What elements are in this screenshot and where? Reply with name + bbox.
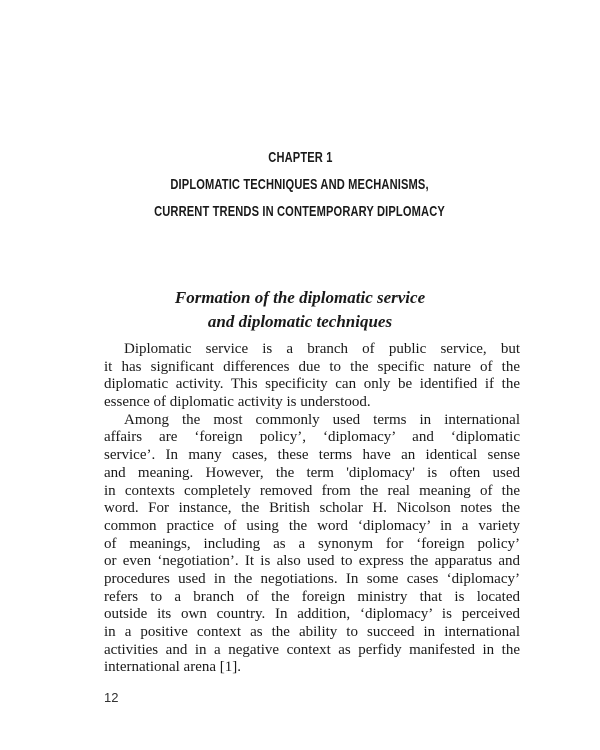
- text-line: common practice of using the word ‘diplomacy’ in a variety: [104, 517, 520, 534]
- chapter-title-line: CURRENT TRENDS IN CONTEMPORARY DIPLOMACY: [154, 203, 446, 220]
- text-line: diplomatic activity. This specificity can only be identified if the: [104, 376, 520, 393]
- chapter-title-line: DIPLOMATIC TECHNIQUES AND MECHANISMS,: [170, 176, 430, 193]
- page-number: 12: [104, 690, 119, 705]
- text-line: outside its own country. In addition, ‘diplomacy’ is perceived: [104, 606, 520, 623]
- text-line: of meanings, including as a synonym for ‘foreign policy’: [104, 535, 520, 552]
- text-line: refers to a branch of the foreign ministry that is located: [104, 588, 520, 605]
- text-line: service’. In many cases, these terms have an identical sense: [104, 447, 520, 464]
- text-line: word. For instance, the British scholar H. Nicolson notes the: [104, 500, 520, 517]
- chapter-number: CHAPTER 1: [267, 149, 333, 166]
- text-line: in a positive context as the ability to succeed in international: [104, 624, 520, 640]
- section-title-line: Formation of the diplomatic service: [174, 288, 426, 307]
- text-line: Among the most commonly used terms in international: [124, 411, 520, 428]
- text-line: or even ‘negotiation’. It is also used to express the apparatus and: [104, 553, 520, 570]
- text-line: Diplomatic service is a branch of public service, but: [124, 341, 520, 357]
- text-line: in contexts completely removed from the real meaning of the: [104, 482, 520, 499]
- text-line: essence of diplomatic activity is understood.: [104, 394, 371, 411]
- section-title-line: and diplomatic techniques: [207, 312, 393, 331]
- text-line: international arena [1].: [104, 659, 242, 676]
- text-line: affairs are ‘foreign policy’, ‘diplomacy’ and ‘diplomatic: [104, 429, 520, 446]
- text-line: activities and in a negative context as perfidy manifested in the: [104, 641, 520, 658]
- paragraph: [104, 341, 520, 412]
- text-line: it has significant differences due to the specific nature of the: [104, 358, 520, 375]
- text-line: procedures used in the negotiations. In some cases ‘diplomacy’: [104, 570, 520, 587]
- section-heading: [0, 286, 600, 334]
- text-line: and meaning. However, the term 'diplomacy' is often used: [104, 464, 520, 481]
- chapter-heading: [0, 144, 600, 225]
- body-text: [104, 341, 520, 677]
- paragraph: [104, 412, 520, 677]
